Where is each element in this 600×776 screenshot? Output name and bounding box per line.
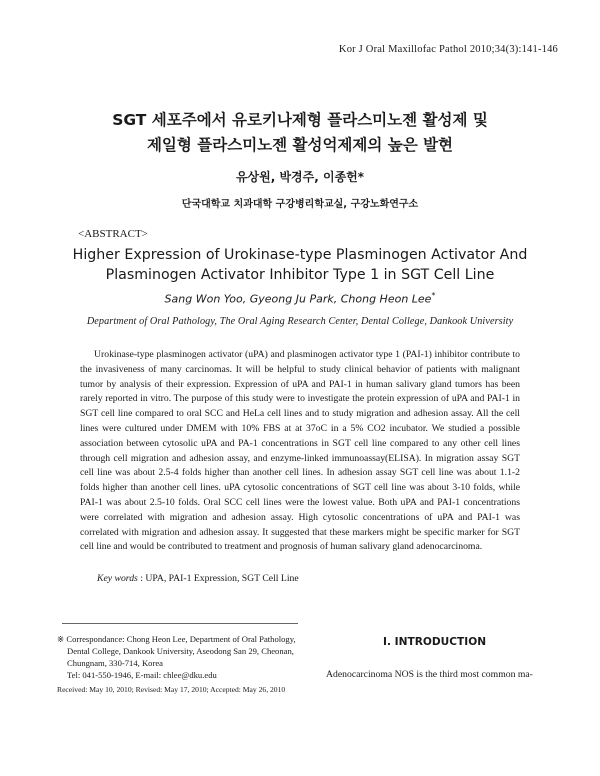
correspondence-address: ※ Correspondance: Chong Heon Lee, Department of Oral Pathology, Dental College, Dankook University, Aseodong San 29, Cheonan, Chungnam, 330-714, Korea — [57, 634, 296, 668]
journal-reference: Kor J Oral Maxillofac Pathol 2010;34(3):141-146 — [338, 44, 558, 55]
korean-title-line-2: 제일형 플라스미노젠 활성억제제의 높은 발현 — [146, 136, 454, 154]
keywords-value: : UPA, PAI-1 Expression, SGT Cell Line — [137, 573, 299, 584]
abstract-body — [80, 348, 520, 555]
corresponding-author-mark: * — [431, 291, 436, 300]
abstract-paragraph: Urokinase-type plasminogen activator (uPA) and plasminogen activator type 1 (PAI-1) inhibitor contribute to the invasiveness of many carcinomas. It will be helpful to study clinical behavior of patients with malignant tumor by analysis of their expression. Expression of uPA and PAI-1 in human salivary gland tumors has been rarely reported in vitro. The purpose of this study were to investigate the protein expression of uPA and PAI-1 in SGT cell line compared to oral SCC and HeLa cell lines and to study migration and adhesion assay. All the cell lines were cultured under DMEM with 10% FBS at at 37oC in a 5% CO2 incubator. We studied a possible association between cytosolic uPA and PA-1 concentrations in SGT cell line compared to any other cell lines through cell migration and adhesion assay, and enzyme-linked immunoassay(ELISA). In migration assay SGT cell line was about 2.5-4 folds higher than another cell lines. In adhesion assay SGT cell line was about 1.1-2 folds higher than another cell lines. uPA cytosolic concentrations of SGT cell line was about 3-10 folds, while PAI-1 was about 2.5-10 folds. Oral SCC cell lines were the lowest value. Both uPA and PAI-1 concentrations were correlated with migration and adhesion assay. High cytosolic concentrations of uPA and PAI-1 was correlated with migration and adhesion assay. It suggested that these markers might be specific marker for SGT cell line and would be contributed to treatment and prognosis of human salivary gland adenocarcinoma. — [80, 349, 520, 553]
keywords-label: Key words — [97, 573, 138, 584]
received-dates: Received: May 10, 2010; Revised: May 17, 2010; Accepted: May 26, 2010 — [57, 685, 286, 694]
english-title-line-2: Plasminogen Activator Inhibitor Type 1 in SGT Cell Line — [105, 267, 495, 283]
korean-affiliation: 단국대학교 치과대학 구강병리학교실, 구강노화연구소 — [181, 199, 419, 210]
english-affiliation: Department of Oral Pathology, The Oral Aging Research Center, Dental College, Dankook University — [86, 316, 514, 327]
correspondence-note — [57, 633, 302, 681]
introduction-text: Adenocarcinoma NOS is the third most common ma- — [326, 669, 533, 680]
introduction-heading: I. INTRODUCTION — [383, 636, 487, 648]
korean-title-line-1: SGT 세포주에서 유로키나제형 플라스미노젠 활성제 및 — [112, 111, 488, 129]
korean-authors: 유상원, 박경주, 이종헌* — [235, 170, 365, 184]
english-title-line-1: Higher Expression of Urokinase-type Plasminogen Activator And — [72, 247, 528, 263]
correspondence-contact: Tel: 041-550-1946, E-mail: chlee@dku.edu — [67, 670, 217, 680]
english-authors — [0, 291, 600, 306]
keywords — [97, 573, 299, 584]
abstract-label: <ABSTRACT> — [78, 228, 148, 240]
english-authors-names: Sang Won Yoo, Gyeong Ju Park, Chong Heon Lee — [164, 292, 432, 306]
footnote-divider — [62, 623, 298, 624]
